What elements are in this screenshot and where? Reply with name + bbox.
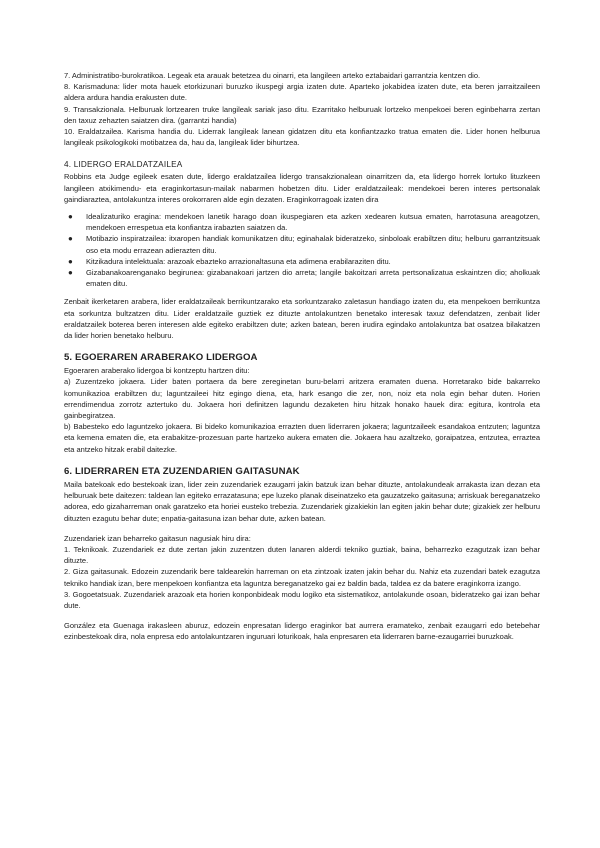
bullet-dot-icon: ● xyxy=(68,268,73,278)
list-item: 7. Administratibo-burokratikoa. Legeak eta arauak betetzea du oinarri, eta langileen arteko eztabaidari garrantzia kentzen dio. xyxy=(64,71,481,80)
list-item: 2. Giza gaitasunak. Edozein zuzendarik bere taldearekin harreman on eta zintzoak izaten jakin behar du. Nahiz eta zuzendari batek ezagutza tekniko handiak izan, bere menpekoen konfiantza eta laguntza bereganatzeko gai ez baldin bada, taldea ez da batere eraginkorra izango. xyxy=(64,567,540,588)
section-6-heading: 6. LIDERRAREN ETA ZUZENDARIEN GAITASUNAK xyxy=(64,465,300,477)
section-5-heading: 5. EGOERAREN ARABERAKO LIDERGOA xyxy=(64,352,258,364)
list-item: 10. Eraldatzailea. Karisma handia du. Liderrak langileak lanean gidatzen ditu eta konfiantzazko tratua ematen die. Lider honen helburua langileak psikologikoki motibatzea da, hau da, langileak lider bihurtzea. xyxy=(64,127,540,148)
section-5-intro: Egoeraren araberako lidergoa bi kontzeptu hartzen ditu: xyxy=(64,366,250,376)
section-6-list-intro: Zuzendariek izan beharreko gaitasun nagusiak hiru dira: xyxy=(64,533,251,543)
bullet-dot-icon: ● xyxy=(68,256,73,266)
section-5-item-b: b) Babesteko edo laguntzeko jokaera. Bi bideko komunikazioa errazten duen liderraren jokaera; laguntzaileek esandakoa entzuten; laguntza eta kemena ematen die, eta erabakitze-prozesuan parte hartzeko aukera ematen die. Jokaera hau azaltzeko, goraipatzea, entzutea, erraztea eta antzeko hitzak erabil daitezke. xyxy=(64,422,540,454)
section-4-heading: 4. LIDERGO ERALDATZAILEA xyxy=(64,160,183,170)
bullet-item: ● Gizabanakoarenganako begirunea: gizabanakoari jartzen dio arreta; langile bakoitzari arreta pertsonalizatua eskaintzen dio; aholkuak ematen ditu. xyxy=(68,268,540,289)
list-item: 8. Karismaduna: lider mota hauek etorkizunari buruzko ikuspegi argia izaten dute. Aparteko jokabidea izaten dute, eta beren jarraitzaileen aldera ardura handia erakusten dute. xyxy=(64,82,540,103)
section-5-item-a: a) Zuzentzeko jokaera. Lider baten portaera da bere zereginetan buru-belarri aritzera eramaten duena. Horretarako bide bakarreko komunikazioa erabiltzen du; laguntzaileei hitz egingo diena, eta, hark esango die zer, non, noiz eta nola egin behar duten. Horien errendimendua zorrotz aztertuko du. Jokaera hori definitzen lagundu dezaketen hiru hitzak honako hauek dira: egitura, kontrola eta gainbegiratzea. xyxy=(64,377,540,421)
bullet-item: ● Motibazio inspiratzailea: itxaropen handiak komunikatzen ditu; eginahalak bideratzeko, sinboloak erabiltzen ditu; helburu garrantzitsuak oso eta modu errazean adierazten ditu. xyxy=(68,234,540,255)
section-6-closing: González eta Guenaga irakasleen aburuz, edozein enpresatan lidergo eraginkor bat aurrera eramateko, zenbait ezaugarri edo betebehar ezinbestekoak dira, nola enpresa edo antolakuntzaren inguruari loturikoak, hala enpresaren eta liderraren barne-ezaugarriei buruzkoak. xyxy=(64,621,540,642)
bullet-item: ● Idealizaturiko eragina: mendekoen lanetik harago doan ikuspegiaren eta azken xedearen kutsua ematen, harrotasuna areagotzen, mendekoen errespetua eta konfiantza irabazten saiatzen da. xyxy=(68,212,540,233)
section-4-intro: Robbins eta Judge egileek esaten dute, lidergo eraldatzailea lidergo transakzionalean oinarritzen da, eta lidergo horrek lortuko lituzkeen langileen atxikimendu- eta eraginkortasun-mailak nabarmen hobetzen ditu. Lider eraldatzaileak: mendekoei beren interes pertsonalak gaindiaraztea, antolakuntza interes orokorraren alde egin dezaten. Eraginkorragoak izaten dira xyxy=(64,172,540,204)
list-item: 3. Gogoetatsuak. Zuzendariek arazoak eta horien konponbideak modu logiko eta sistematikoz, antolakunde osoan, bideratzeko gai izan behar dute. xyxy=(64,589,540,610)
list-item: 9. Transakzionala. Helburuak lortzearen truke langileak sariak jaso ditu. Ezarritako helburuak lortzeko menpekoei beren eginbeharra zertan den taxuz zehazten saiatzen dira. (garrantzi handia) xyxy=(64,104,540,125)
list-item: 1. Teknikoak. Zuzendariek ez dute zertan jakin zuzentzen duten lanaren alderdi tekniko guztiak, baina, beharrezko ezagutzak izan behar dituzte. xyxy=(64,544,540,566)
section-6-intro: Maila batekoak edo bestekoak izan, lider zein zuzendariek ezaugarri jakin batzuk izan behar dituzte, antolakundeak arrakasta izan dezan eta helburuak bete daitezen: taldean lan egiteko errazatasuna; epe luzeko planak diseinatzeko eta gauzatzeko gaitasuna; arriskuak bereganatzeko adorea, edo gizaharreman onak garatzeko eta horiei eusteko trebezia. Zuzendariek gizakiekin lan egiten jakin behar dute; gizakiek zer helburu dituzten ezagutu behar dute; enpatia-gaitasuna izan behar dute, azken batean. xyxy=(64,479,540,523)
bullet-item: ● Kitzikadura intelektuala: arazoak ebazteko arrazionaltasuna eta adimena erabilaraziten ditu. xyxy=(68,256,391,266)
leadership-types-list xyxy=(64,70,540,148)
bullet-dot-icon: ● xyxy=(68,212,73,222)
bullet-dot-icon: ● xyxy=(68,234,73,244)
document-page xyxy=(64,70,540,643)
section-4-bullets xyxy=(64,211,540,289)
section-4-closing: Zenbait ikerketaren arabera, lider eraldatzaileak berrikuntzarako eta sorkuntzarako zaletasun handiago izaten du, eta menpekoen berrikuntza eta sorkuntza bultzatzen ditu. Lider eraldatzaile guztiek ez dituzte antolakuntzen benetako interesak taxuz defendatzen, zenbait lider eraldatzailek boterea beren interesen alde egiteko erabiltzen dute; azken batean, beren irudira egindako antolakuntza bat osatzea bilakatzen da lider horien benetako helburu. xyxy=(64,297,540,341)
